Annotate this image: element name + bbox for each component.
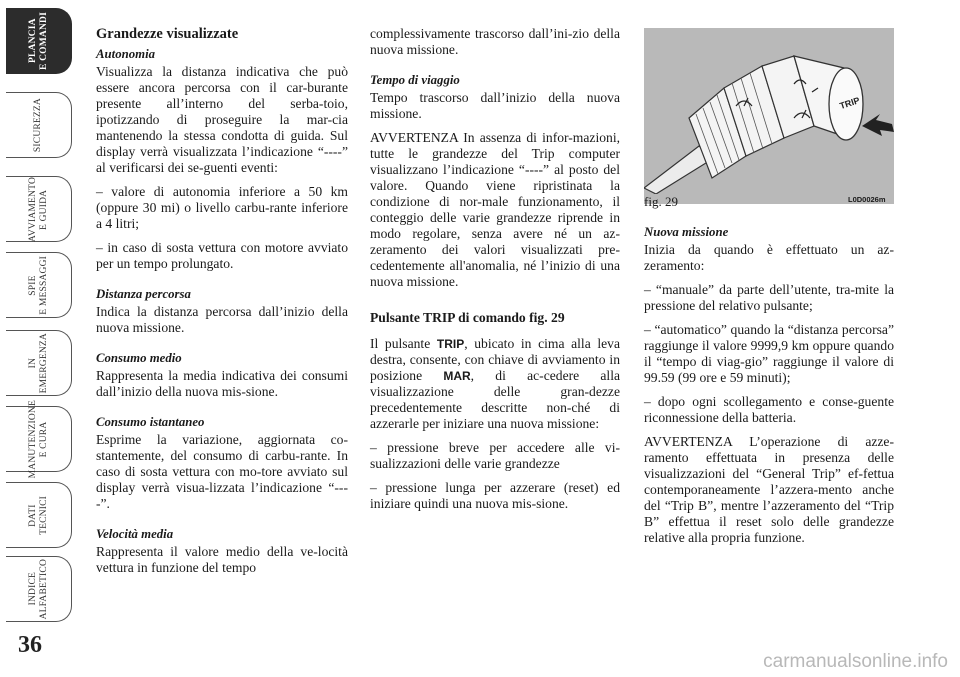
section-title: Grandezze visualizzate [96, 26, 239, 42]
chapter-sidebar [0, 0, 80, 677]
warning-paragraph: AVVERTENZA In assenza di infor-mazioni, tutte le grandezze del Trip computer visualizzano l’indicazione “----” al posto del valore. Quando viene ripristinata la condizione di nor-male funzionamento, il conteggio delle varie grandezze riprende in modo regolare, senza avere né un az-zeramento dei valori visualizzati pre-cedentemente all'anomalia, né l’inizio di una nuova missione. [370, 130, 620, 289]
subheading-consumo-medio: Consumo medio [96, 351, 182, 365]
paragraph: – pressione lunga per azzerare (reset) ed iniziare quindi una nuova mis-sione. [370, 480, 620, 511]
paragraph: Inizia da quando è effettuato un az-zeramento: [644, 242, 894, 273]
tab-indice-alfabetico[interactable] [6, 556, 72, 622]
paragraph: Tempo trascorso dall’inizio della nuova missione. [370, 90, 620, 121]
tab-label: MANUTENZIONE E CURA [27, 399, 49, 479]
subheading-nuova-missione: Nuova missione [644, 225, 729, 239]
stalk-illustration [644, 28, 894, 194]
paragraph: – “automatico” quando la “distanza percorsa” raggiunge il valore 9999,9 km oppure quando il “tempo di viag-gio” raggiunge il valore di 99.59 (99 ore e 59 minuti); [644, 322, 894, 385]
paragraph: – “manuale” da parte dell’utente, tra-mite la pressione del relativo pulsante; [644, 282, 894, 313]
paragraph: complessivamente trascorso dall’ini-zio della nuova missione. [370, 26, 620, 57]
figure-trip-button [644, 28, 894, 204]
paragraph-pulsante-trip: Il pulsante TRIP, ubicato in cima alla leva destra, consente, con chiave di avviamento in posizione MAR, di ac-cedere alla visualizzazione delle gran-dezze precedentemente descritte non-ché di azzerarle per iniziare una nuova missione: [370, 336, 621, 431]
text-column-3 [644, 224, 894, 554]
tab-spie-e-messaggi[interactable] [6, 252, 72, 318]
paragraph: – valore di autonomia inferiore a 50 km (oppure 30 mi) o livello carbu-rante inferiore a 4 litri; [96, 184, 348, 231]
paragraph: – pressione breve per accedere alle vi-sualizzazioni delle varie grandezze [370, 440, 620, 471]
page-number: 36 [18, 632, 42, 658]
trip-button-label: TRIP [838, 95, 861, 112]
tab-label: PLANCIA E COMANDI [27, 11, 49, 70]
paragraph: Visualizza la distanza indicativa che può essere ancora percorsa con il car-burante presente all’interno del serba-toio, ipotizzando di proseguire la mar-cia mantenendo la stessa condotta di guida. Sul display verrà visualizzata l’indicazione “----” al verificarsi dei se-guenti eventi: [96, 64, 348, 175]
tab-label: INDICE ALFABETICO [27, 558, 49, 620]
subheading-tempo-di-viaggio: Tempo di viaggio [370, 73, 460, 87]
subheading-velocita-media: Velocità media [96, 527, 174, 541]
warning-paragraph: AVVERTENZA L’operazione di azze-ramento effettuata in presenza delle visualizzazioni del “General Trip” ef-fettua contemporaneamente l’azzera-mento anche del “Trip B”, mentre l’azzeramento del “Trip B” effettua il reset solo delle grandezze relative alla propria funzione. [644, 434, 894, 545]
tab-label: IN EMERGENZA [27, 332, 49, 394]
tab-label: DATI TECNICI [27, 495, 49, 535]
subheading-consumo-istantaneo: Consumo istantaneo [96, 415, 205, 429]
subheading-pulsante-trip: Pulsante TRIP di comando fig. 29 [370, 310, 565, 325]
tab-label: SPIE E MESSAGGI [27, 255, 49, 315]
figure-caption: fig. 29 [644, 194, 678, 209]
tab-plancia-e-comandi[interactable] [6, 8, 72, 74]
paragraph: Indica la distanza percorsa dall’inizio della nuova missione. [96, 304, 348, 335]
tab-label: SICUREZZA [33, 97, 43, 153]
tab-manutenzione-e-cura[interactable] [6, 399, 72, 479]
tab-dati-tecnici[interactable] [6, 482, 72, 548]
paragraph: Rappresenta il valore medio della ve-locità vettura in funzione del tempo [96, 544, 348, 575]
text-column-2 [370, 26, 620, 520]
subheading-distanza: Distanza percorsa [96, 287, 191, 301]
paragraph: – in caso di sosta vettura con motore avviato per un tempo prolungato. [96, 240, 348, 271]
paragraph: Esprime la variazione, aggiornata co-stantemente, del consumo di carbu-rante. In caso di sosta vettura con mo-tore avviato sul display verrà visua-lizzata l’indicazione “----”. [96, 432, 348, 511]
paragraph: Rappresenta la media indicativa dei consumi dall’inizio della nuova mis-sione. [96, 368, 348, 399]
tab-label: AVVIAMENTO E GUIDA [27, 176, 49, 242]
figure-code: L0D0026m [848, 195, 886, 204]
tab-in-emergenza[interactable] [6, 330, 72, 396]
tab-sicurezza[interactable] [6, 92, 72, 158]
paragraph: – dopo ogni scollegamento e conse-guente riconnessione della batteria. [644, 394, 894, 425]
subheading-autonomia: Autonomia [96, 47, 156, 61]
tab-avviamento-e-guida[interactable] [6, 176, 72, 242]
text-column-1 [96, 26, 348, 584]
watermark: carmanualsonline.info [763, 651, 948, 672]
